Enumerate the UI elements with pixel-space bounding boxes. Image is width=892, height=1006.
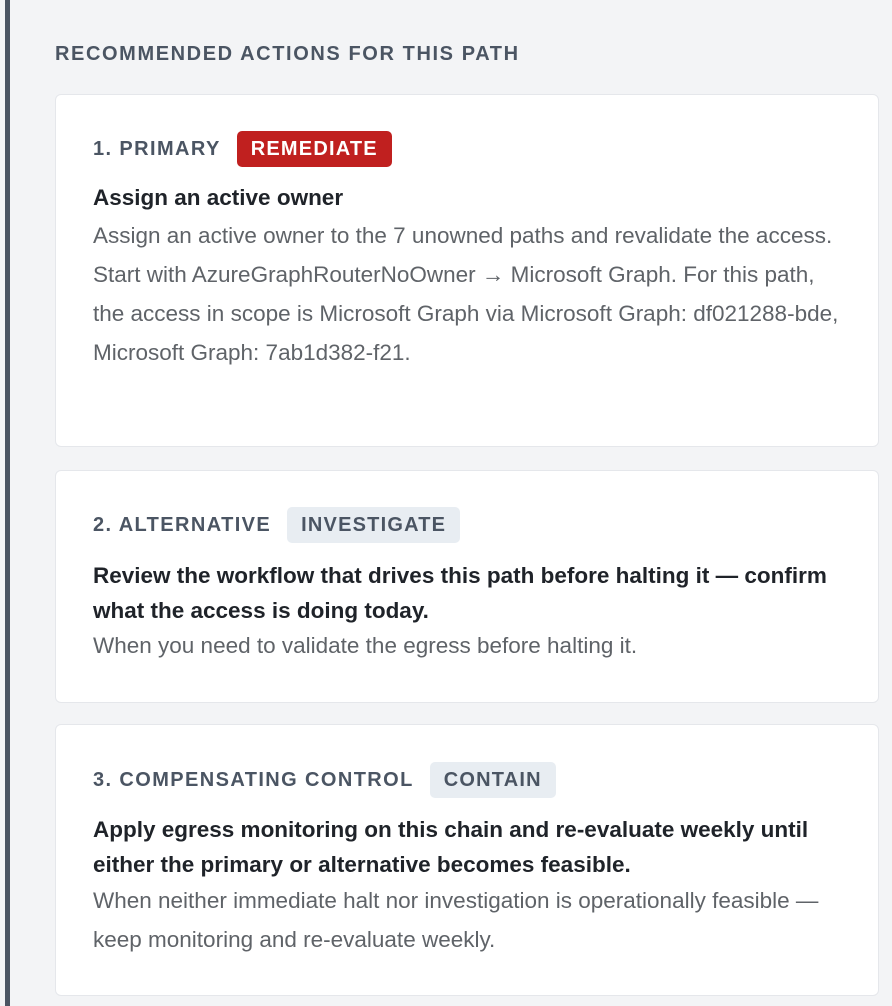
action-description: When you need to validate the egress before halting it.: [93, 633, 638, 658]
action-title: Review the workflow that drives this path before halting it — confirm what the access is doing today.: [93, 563, 827, 623]
investigate-badge: INVESTIGATE: [287, 507, 460, 543]
action-card-compensating-control: [55, 724, 879, 996]
contain-badge: CONTAIN: [430, 762, 556, 798]
action-description: When neither immediate halt nor investigation is operationally feasible — keep monitoring and re-evaluate weekly.: [93, 888, 819, 952]
action-description: Assign an active owner to the 7 unowned paths and revalidate the access. Start with AzureGraphRouterNoOwner → Microsoft Graph. For this path, the access in scope is Microsoft Graph via Microsoft Graph: df021288-bde, Microsoft Graph: 7ab1d382-f21.: [93, 223, 839, 365]
panel-accent-bar: [5, 0, 10, 1006]
action-rank-label: 2. ALTERNATIVE: [93, 513, 272, 536]
action-header: [93, 762, 556, 798]
action-rank-label: 1. PRIMARY: [93, 137, 221, 160]
action-card-alternative: [55, 470, 879, 703]
action-title: Assign an active owner: [93, 185, 344, 210]
remediate-badge: REMEDIATE: [237, 131, 392, 167]
action-card-primary: [55, 94, 879, 447]
action-header: [93, 507, 460, 543]
action-title: Apply egress monitoring on this chain and re-evaluate weekly until either the primary or alternative becomes feasible.: [93, 817, 809, 877]
action-header: [93, 131, 392, 167]
action-rank-label: 3. COMPENSATING CONTROL: [93, 768, 414, 791]
section-title: RECOMMENDED ACTIONS FOR THIS PATH: [55, 43, 520, 65]
